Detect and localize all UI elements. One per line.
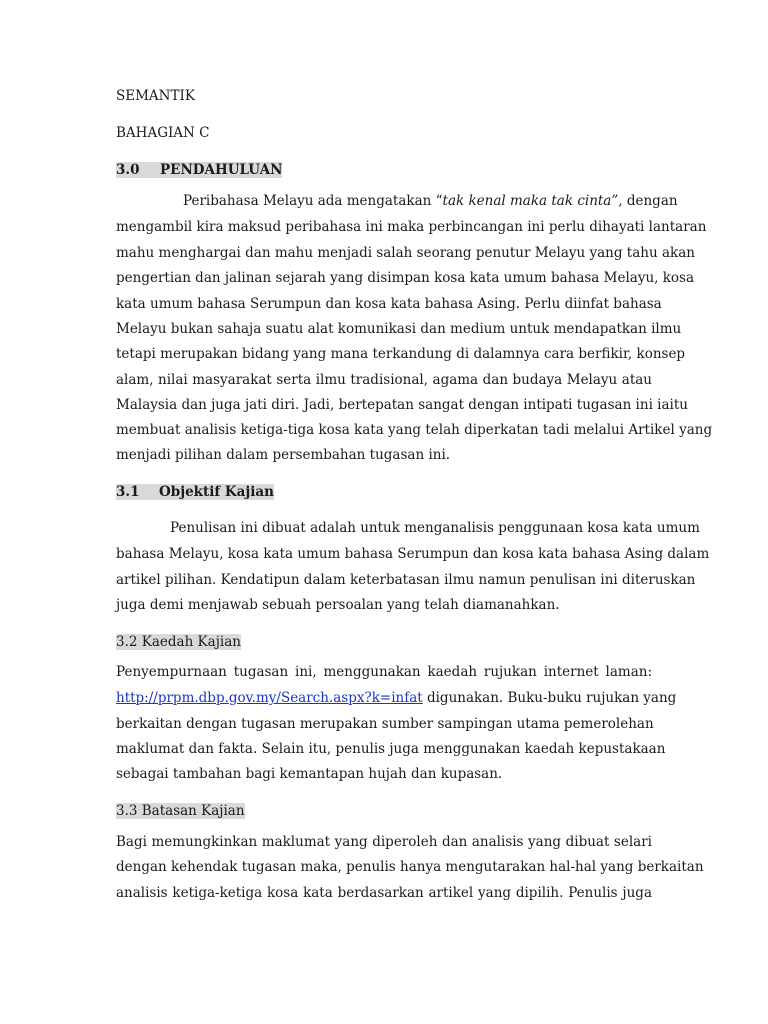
paragraph-line: Malaysia dan juga jati diri. Jadi, bertepatan sangat dengan intipati tugasan ini iaitu	[116, 397, 688, 413]
section-title: PENDAHULUAN	[160, 162, 283, 178]
doc-title: SEMANTIK	[116, 88, 195, 104]
section-heading-3-0-highlight	[116, 162, 282, 178]
paragraph-line: sebagai tambahan bagi kemantapan hujah dan kupasan.	[116, 766, 503, 782]
section-title: 3.2 Kaedah Kajian	[116, 634, 241, 650]
text-span: digunakan. Buku-buku rujukan yang	[422, 690, 677, 706]
paragraph-line: menjadi pilihan dalam persembahan tugasan ini.	[116, 447, 451, 463]
paragraph-line: analisis ketiga-ketiga kosa kata berdasarkan artikel yang dipilih. Penulis juga	[116, 885, 652, 901]
text-span: , dengan	[618, 193, 678, 209]
section-title: Objektif Kajian	[159, 484, 274, 500]
paragraph-line: kata umum bahasa Serumpun dan kosa kata bahasa Asing. Perlu diinfat bahasa	[116, 296, 662, 312]
paragraph-line: tetapi merupakan bidang yang mana terkandung di dalamnya cara berfikir, konsep	[116, 346, 686, 362]
paragraph-line: membuat analisis ketiga-tiga kosa kata yang telah diperkatan tadi melalui Artikel yang	[116, 422, 713, 438]
reference-link[interactable]: http://prpm.dbp.gov.my/Search.aspx?k=infat	[116, 690, 423, 706]
quoted-proverb: tak kenal maka tak cinta”	[442, 193, 619, 209]
section-title: 3.3 Batasan Kajian	[116, 803, 245, 819]
section-heading-3-1	[116, 482, 652, 502]
section-number: 3.0	[116, 162, 140, 178]
paragraph-line: maklumat dan fakta. Selain itu, penulis juga menggunakan kaedah kepustakaan	[116, 741, 666, 757]
section-heading-3-0	[116, 160, 652, 180]
paragraph-line: alam, nilai masyarakat serta ilmu tradisional, agama dan budaya Melayu atau	[116, 372, 652, 388]
paragraph-line: bahasa Melayu, kosa kata umum bahasa Serumpun dan kosa kata bahasa Asing dalam	[116, 546, 710, 562]
section-number: 3.1	[116, 484, 140, 500]
paragraph-line	[116, 688, 677, 708]
doc-part: BAHAGIAN C	[116, 125, 210, 141]
paragraph-line: pengertian dan jalinan sejarah yang disimpan kosa kata umum bahasa Melayu, kosa	[116, 270, 695, 286]
section-heading-3-3	[116, 801, 652, 821]
paragraph-line: dengan kehendak tugasan maka, penulis hanya mengutarakan hal-hal yang berkaitan	[116, 859, 704, 875]
section-heading-3-2	[116, 632, 652, 652]
paragraph-line: Penulisan ini dibuat adalah untuk menganalisis penggunaan kosa kata umum	[170, 520, 700, 536]
paragraph-line: Melayu bukan sahaja suatu alat komunikasi dan medium untuk mendapatkan ilmu	[116, 321, 682, 337]
paragraph-line: mengambil kira maksud peribahasa ini maka perbincangan ini perlu dihayati lantaran	[116, 219, 707, 235]
text-span: Peribahasa Melayu ada mengatakan “	[183, 193, 443, 209]
paragraph-line	[183, 191, 678, 211]
paragraph-line: mahu menghargai dan mahu menjadi salah seorang penutur Melayu yang tahu akan	[116, 245, 695, 261]
section-heading-3-1-highlight	[116, 484, 274, 500]
paragraph-line: artikel pilihan. Kendatipun dalam keterbatasan ilmu namun penulisan ini diteruskan	[116, 572, 696, 588]
paragraph-line: Bagi memungkinkan maklumat yang diperoleh dan analisis yang dibuat selari	[116, 834, 652, 850]
paragraph-line: juga demi menjawab sebuah persoalan yang telah diamanahkan.	[116, 597, 560, 613]
paragraph-line: berkaitan dengan tugasan merupakan sumber sampingan utama pemerolehan	[116, 716, 654, 732]
paragraph-line: Penyempurnaan tugasan ini, menggunakan kaedah rujukan internet laman:	[116, 664, 652, 680]
